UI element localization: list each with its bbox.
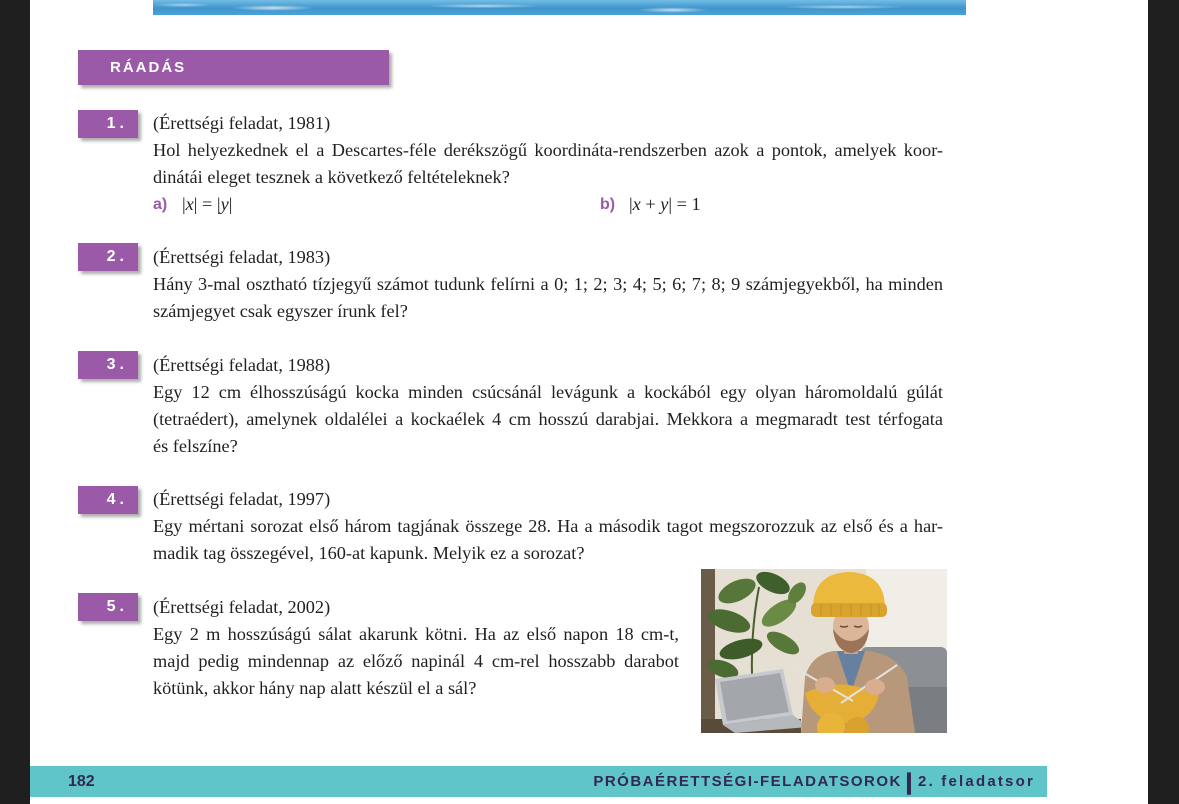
problem-source: (Érettségi feladat, 1988) — [153, 355, 331, 375]
top-photo-strip — [153, 0, 966, 15]
footer-title: PRÓBAÉRETTSÉGI-FELADATSOROK — [593, 773, 902, 790]
section-title: RÁADÁS — [110, 59, 187, 76]
problem-text-line: dinátái eleget tesznek a következő feltételeknek? — [153, 167, 510, 187]
problem-text-line: Hol helyezkednek el a Descartes-féle derékszögű koordináta-rendszerben azok a pontok, amelyek koor- — [153, 140, 943, 160]
part-b-label: b) — [600, 196, 616, 213]
problem-3 — [153, 352, 943, 460]
problem-number-badge: 5. — [78, 593, 138, 621]
problem-source: (Érettségi feladat, 2002) — [153, 597, 331, 617]
problem-text-line: Egy 2 m hosszúságú sálat akarunk kötni. Ha az első napon 18 cm-t, — [153, 624, 679, 644]
footer-separator: | — [905, 769, 913, 794]
problem-text-line: (tetraédert), amelynek oldalélei a kockaélek 4 cm hosszú darabjai. Mekkora a megmaradt test térfogata — [153, 409, 943, 429]
footer-band — [30, 766, 1047, 797]
illustration-drawing — [701, 569, 947, 733]
problem-5 — [153, 594, 679, 702]
illustration-photo — [701, 569, 947, 733]
problem-text-line: Hány 3-mal osztható tízjegyű számot tudunk felírni a 0; 1; 2; 3; 4; 5; 6; 7; 8; 9 számjegyekből, ha minden — [153, 274, 943, 294]
problem-number-badge: 1. — [78, 110, 138, 138]
part-a-label: a) — [153, 196, 168, 213]
problem-2 — [153, 244, 943, 325]
problem-text-line: madik tag összegével, 160-at kapunk. Melyik ez a sorozat? — [153, 543, 585, 563]
scan-border-left — [0, 0, 30, 804]
part-b-expression: |x + y| = 1 — [629, 194, 701, 214]
problem-4 — [153, 486, 943, 567]
problem-text-line: Egy mértani sorozat első három tagjának összege 28. Ha a második tagot megszorozzuk az első és a har- — [153, 516, 943, 536]
problem-text-line: Egy 12 cm élhosszúságú kocka minden csúcsánál levágunk a kockából egy olyan háromoldalú gúlát — [153, 382, 943, 402]
footer-subtitle: 2. feladatsor — [918, 773, 1035, 790]
section-header — [78, 50, 389, 85]
problem-source: (Érettségi feladat, 1997) — [153, 489, 331, 509]
problem-source: (Érettségi feladat, 1981) — [153, 113, 331, 133]
problem-text-line: számjegyet csak egyszer írunk fel? — [153, 301, 408, 321]
running-footer — [593, 766, 1035, 797]
problem-text-line: kötünk, akkor hány nap alatt készül el a sál? — [153, 678, 477, 698]
page-number: 182 — [68, 773, 95, 790]
problem-number-badge: 2. — [78, 243, 138, 271]
problem-source: (Érettségi feladat, 1983) — [153, 247, 331, 267]
problem-number-badge: 3. — [78, 351, 138, 379]
scan-border-right — [1148, 0, 1179, 804]
part-a-expression: |x| = |y| — [182, 194, 233, 214]
problem-text-line: majd pedig mindennap az előző napinál 4 cm-rel hosszabb darabot — [153, 651, 679, 671]
problem-number-badge: 4. — [78, 486, 138, 514]
problem-text-line: és felszíne? — [153, 436, 238, 456]
problem-parts — [153, 191, 943, 218]
problem-1 — [153, 110, 943, 218]
